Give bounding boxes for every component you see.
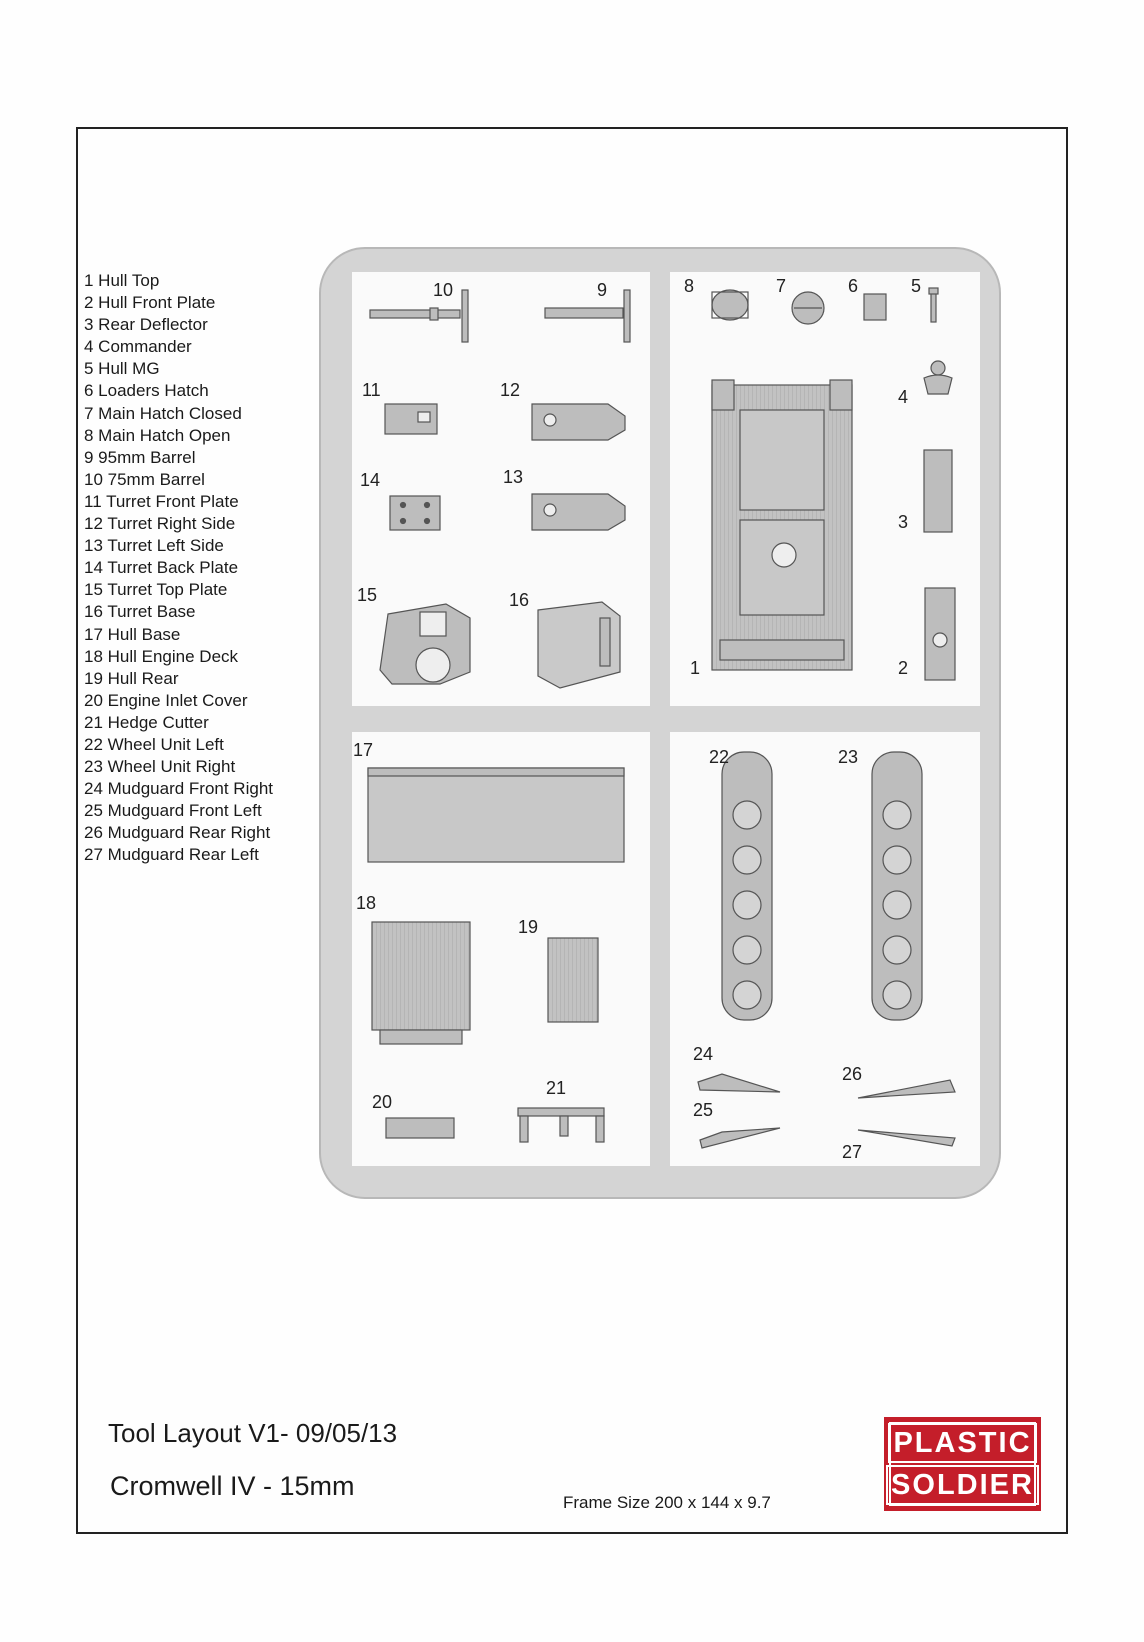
part-17-hull-base	[368, 768, 624, 862]
part-19-hull-rear	[548, 938, 598, 1022]
sprue-number: 12	[500, 380, 521, 400]
sprue-number: 15	[357, 585, 378, 605]
sprue-number: 24	[693, 1044, 714, 1064]
parts-list-item: 18 Hull Engine Deck	[84, 646, 239, 666]
parts-list-item: 21 Hedge Cutter	[84, 712, 209, 732]
parts-list-item: 4 Commander	[84, 337, 192, 357]
sprue-number: 6	[848, 276, 859, 296]
sprue-number: 10	[433, 280, 454, 300]
plastic-soldier-logo	[884, 1417, 1041, 1511]
part-16-turret-base	[538, 602, 620, 688]
part-1-hull-top	[712, 380, 852, 670]
parts-list-item: 16 Turret Base	[84, 602, 196, 622]
logo-line-1: PLASTIC	[888, 1423, 1036, 1463]
sprue-number: 20	[372, 1092, 393, 1112]
part-8-hatch-open	[712, 290, 748, 320]
sprue-number: 16	[509, 590, 530, 610]
parts-list-item: 3 Rear Deflector	[84, 315, 208, 335]
sprue-number: 14	[360, 470, 381, 490]
parts-list-item: 15 Turret Top Plate	[84, 580, 228, 600]
sprue-number: 3	[898, 512, 909, 532]
sprue-number: 18	[356, 893, 377, 913]
frame-size: Frame Size 200 x 144 x 9.7	[563, 1493, 771, 1512]
parts-list-item: 5 Hull MG	[84, 359, 160, 379]
sprue-number: 1	[690, 658, 701, 678]
sprue-number: 17	[353, 740, 374, 760]
parts-list-item: 20 Engine Inlet Cover	[84, 690, 248, 710]
sprue-number: 5	[911, 276, 922, 296]
tool-layout-title: Tool Layout V1- 09/05/13	[108, 1418, 398, 1448]
parts-list-item: 19 Hull Rear	[84, 668, 179, 688]
part-3-rear-deflector	[924, 450, 952, 532]
sprue-number: 19	[518, 917, 539, 937]
sprue-number: 22	[709, 747, 730, 767]
parts-list-item: 9 95mm Barrel	[84, 447, 196, 467]
parts-list-item: 2 Hull Front Plate	[84, 293, 216, 313]
part-6-loaders-hatch	[864, 294, 886, 320]
sprue-number: 25	[693, 1100, 714, 1120]
part-7-hatch-closed	[792, 292, 824, 324]
part-22-wheel-unit-left	[722, 752, 772, 1020]
part-14-turret-back-plate	[390, 496, 440, 530]
part-18-hull-engine-deck	[372, 922, 470, 1044]
part-11-turret-front-plate	[385, 404, 437, 434]
part-2-hull-front-plate	[925, 588, 955, 680]
part-15-turret-top-plate	[380, 604, 470, 684]
parts-list-item: 8 Main Hatch Open	[84, 425, 231, 445]
part-12-turret-right-side	[532, 404, 625, 440]
sprue-number: 21	[546, 1078, 567, 1098]
sprue-number: 7	[776, 276, 787, 296]
sprue-number: 9	[597, 280, 608, 300]
parts-list-item: 13 Turret Left Side	[84, 536, 224, 556]
parts-list-item: 6 Loaders Hatch	[84, 381, 209, 401]
parts-list-item: 12 Turret Right Side	[84, 514, 236, 534]
sprue-number: 4	[898, 387, 909, 407]
sprue-number: 23	[838, 747, 859, 767]
parts-list-item: 1 Hull Top	[84, 271, 160, 290]
sprue-number: 27	[842, 1142, 863, 1162]
sprue-number: 8	[684, 276, 695, 296]
parts-list-item: 11 Turret Front Plate	[84, 491, 239, 511]
logo-line-2: SOLDIER	[886, 1465, 1039, 1505]
part-13-turret-left-side	[532, 494, 625, 530]
parts-list-item: 26 Mudguard Rear Right	[84, 823, 271, 843]
parts-list-item: 10 75mm Barrel	[84, 469, 205, 489]
part-23-wheel-unit-right	[872, 752, 922, 1020]
parts-list-item: 14 Turret Back Plate	[84, 558, 239, 578]
parts-list-item: 24 Mudguard Front Right	[84, 779, 273, 799]
sprue-number: 11	[362, 380, 381, 400]
model-title: Cromwell IV - 15mm	[110, 1471, 355, 1501]
parts-list-item: 22 Wheel Unit Left	[84, 734, 224, 754]
parts-list-item: 17 Hull Base	[84, 624, 181, 644]
parts-list-item: 23 Wheel Unit Right	[84, 757, 236, 777]
sprue-number: 26	[842, 1064, 863, 1084]
sprue-number: 2	[898, 658, 909, 678]
parts-list-item: 27 Mudguard Rear Left	[84, 845, 259, 865]
part-20-engine-inlet-cover	[386, 1118, 454, 1138]
parts-list-item: 7 Main Hatch Closed	[84, 403, 242, 423]
sprue-number: 13	[503, 467, 524, 487]
parts-list-item: 25 Mudguard Front Left	[84, 801, 262, 821]
